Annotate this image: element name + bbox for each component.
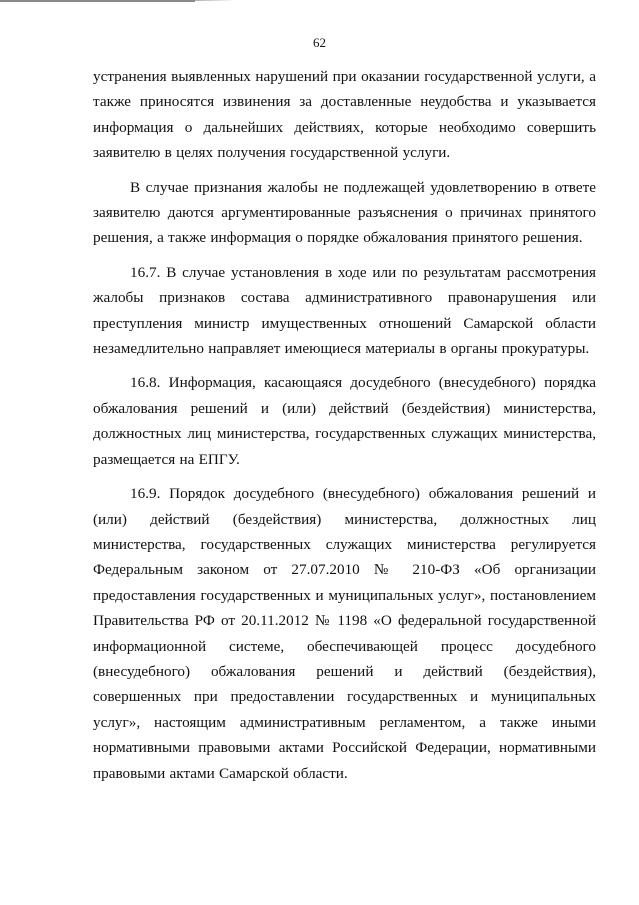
paragraph-16-8: 16.8. Информация, касающаяся досудебного (внесудебного) порядка обжалования решений и (или) действий (бездействия) министерства, должностных лиц министерства, государственных служащих министерства, размещается на ЕПГУ. <box>93 374 596 468</box>
paragraph-complaint-rejected: В случае признания жалобы не подлежащей удовлетворению в ответе заявителю даются аргументированные разъяснения о причинах принятого решения, а также информация о порядке обжалования принятого решения. <box>93 178 596 247</box>
page-number: 62 <box>313 35 326 50</box>
paragraph-16-9: 16.9. Порядок досудебного (внесудебного) обжалования решений и (или) действий (бездействия) министерства, должностных лиц министерства, государственных служащих министерства регулируется Федеральным законом от 27.07.2010 № 210-ФЗ «Об организации предоставления государственных и муниципальных услуг», постановлением Правительства РФ от 20.11.2012 № 1198 «О федеральной государственной информационной системе, обеспечивающей процесс досудебного (внесудебного) обжалования решений и действий (бездействия), совершенных при предоставлении государственных и муниципальных услуг», настоящим административным регламентом, а также иными нормативными правовыми актами Российской Федерации, нормативными правовыми актами Самарской области. <box>93 485 596 782</box>
document-body <box>93 64 596 795</box>
scan-edge-line <box>0 0 195 2</box>
paragraph-16-7: 16.7. В случае установления в ходе или по результатам рассмотрения жалобы признаков состава административного правонарушения или преступления министр имущественных отношений Самарской области незамедлительно направляет имеющиеся материалы в органы прокуратуры. <box>93 263 596 358</box>
scan-edge-fade <box>195 0 235 1</box>
paragraph-continuation: устранения выявленных нарушений при оказании государственной услуги, а также приносятся извинения за доставленные неудобства и указывается информация о дальнейших действиях, которые необходимо совершить заявителю в целях получения государственной услуги. <box>93 68 596 162</box>
